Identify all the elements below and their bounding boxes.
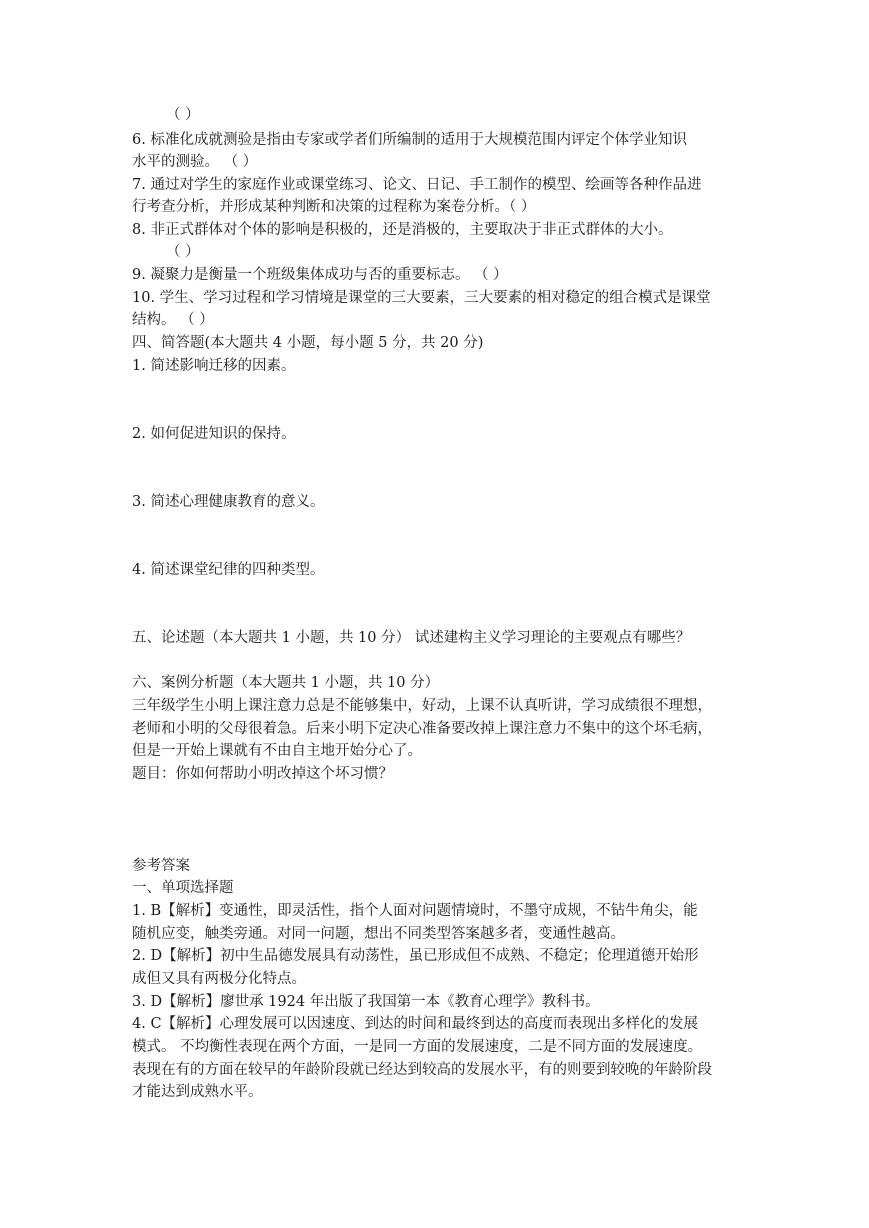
- judgement-q6-line2: 水平的测验。 （ ）: [132, 154, 258, 170]
- judgement-q9: 9. 凝聚力是衡量一个班级集体成功与否的重要标志。 （ ）: [132, 267, 508, 283]
- case-text-line1: 三年级学生小明上课注意力总是不能够集中，好动，上课不认真听讲，学习成绩很不理想，: [132, 698, 712, 714]
- q5-continuation: （ ）: [166, 107, 200, 123]
- judgement-q8-line2: （ ）: [166, 244, 200, 260]
- short-answer-q2: 2. 如何促进知识的保持。: [132, 426, 296, 442]
- answer-1-line2: 随机应变，触类旁通。对同一问题，想出不同类型答案越多者，变通性越高。: [132, 926, 625, 942]
- judgement-q7-line1: 7. 通过对学生的家庭作业或课堂练习、论文、日记、手工制作的模型、绘画等各种作品进: [132, 177, 702, 193]
- case-heading: 六、案例分析题（本大题共 1 小题，共 10 分）: [132, 675, 440, 691]
- judgement-q10-line1: 10. 学生、学习过程和学习情境是课堂的三大要素，三大要素的相对稳定的组合模式是课堂: [132, 290, 711, 306]
- answer-2-line2: 成但又具有两极分化特点。: [132, 971, 306, 987]
- answer-3: 3. D【解析】廖世承 1924 年出版了我国第一本《教育心理学》教科书。: [132, 994, 600, 1010]
- case-question: 题目：你如何帮助小明改掉这个坏习惯？: [132, 766, 393, 782]
- case-text-line3: 但是一开始上课就有不由自主地开始分心了。: [132, 743, 422, 759]
- short-answer-q1: 1. 简述影响迁移的因素。: [132, 358, 296, 374]
- judgement-q6-line1: 6. 标准化成就测验是指由专家或学者们所编制的适用于大规模范围内评定个体学业知识: [132, 132, 687, 148]
- answer-4-line2: 模式。 不均衡性表现在两个方面，一是同一方面的发展速度，二是不同方面的发展速度。: [132, 1039, 703, 1055]
- judgement-q7-line2: 行考查分析，并形成某种判断和决策的过程称为案卷分析。（ ）: [132, 199, 536, 215]
- case-text-line2: 老师和小明的父母很着急。后来小明下定决心准备要改掉上课注意力不集中的这个坏毛病，: [132, 721, 712, 737]
- answers-title: 参考答案: [132, 858, 190, 874]
- judgement-q8-line1: 8. 非正式群体对个体的影响是积极的，还是消极的，主要取决于非正式群体的大小。: [132, 222, 673, 238]
- judgement-q10-line2: 结构。 （ ）: [132, 312, 214, 328]
- essay-question: 五、论述题（本大题共 1 小题，共 10 分） 试述建构主义学习理论的主要观点有哪些？: [132, 630, 691, 646]
- short-answer-q4: 4. 简述课堂纪律的四种类型。: [132, 562, 325, 578]
- answer-2-line1: 2. D【解析】初中生品德发展具有动荡性，虽已形成但不成熟、不稳定；伦理道德开始形: [132, 948, 699, 964]
- answer-1-line1: 1. B【解析】变通性，即灵活性，指个人面对问题情境时，不墨守成规，不钻牛角尖，能: [132, 903, 698, 919]
- answer-4-line3: 表现在有的方面在较早的年龄阶段就已经达到较高的发展水平，有的则要到较晚的年龄阶段: [132, 1062, 712, 1078]
- answer-4-line4: 才能达到成熟水平。: [132, 1084, 263, 1100]
- short-answer-heading: 四、简答题(本大题共 4 小题，每小题 5 分，共 20 分): [132, 335, 484, 351]
- answers-section1: 一、单项选择题: [132, 880, 234, 896]
- short-answer-q3: 3. 简述心理健康教育的意义。: [132, 494, 325, 510]
- answer-4-line1: 4. C【解析】心理发展可以因速度、到达的时间和最终到达的高度而表现出多样化的发展: [132, 1016, 699, 1032]
